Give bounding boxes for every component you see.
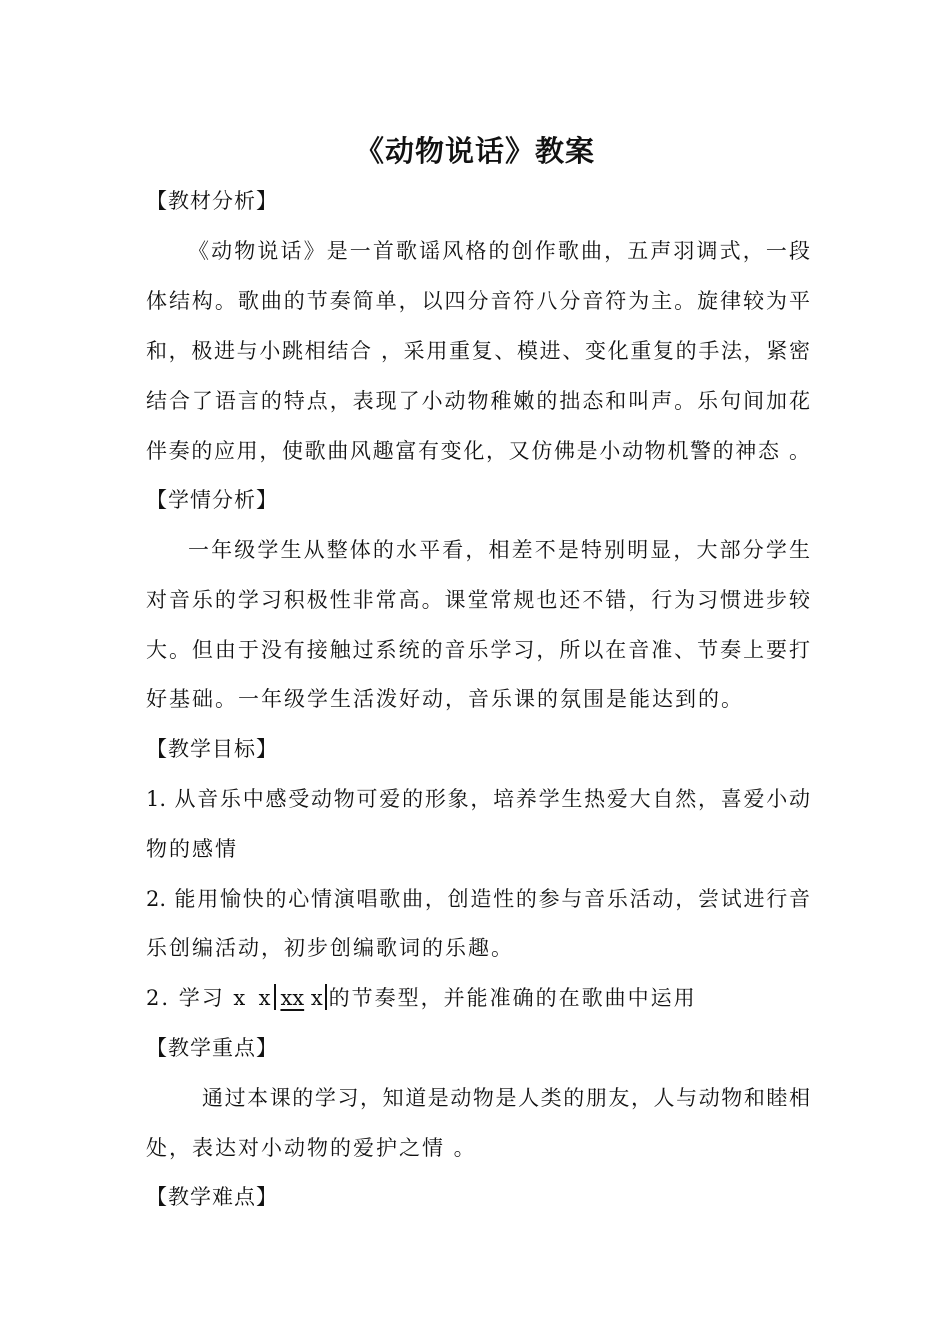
paragraph-line: 好基础。一年级学生活泼好动，音乐课的氛围是能达到的。 — [146, 687, 744, 711]
goal-item-rhythm — [146, 983, 810, 1013]
goal-item-line: 1. 从音乐中感受动物可爱的形象，培养学生热爱大自然，喜爱小动 — [146, 787, 810, 811]
rhythm-notes-a: x x — [233, 986, 271, 1010]
goal-item-line: 乐创编活动，初步创编歌词的乐趣。 — [146, 936, 514, 960]
section-heading-key-points: 【教学重点】 — [146, 1036, 278, 1060]
paragraph-line: 一年级学生从整体的水平看，相差不是特别明显，大部分学生 — [188, 538, 810, 562]
section-heading-goals: 【教学目标】 — [146, 737, 278, 761]
goal-item-line: 物的感情 — [146, 837, 238, 861]
bar-line — [274, 984, 276, 1010]
paragraph-line: 处，表达对小动物的爱护之情 。 — [146, 1136, 477, 1160]
rhythm-notes-c: x — [310, 986, 323, 1010]
section-heading-students: 【学情分析】 — [146, 488, 278, 512]
section-heading-difficulties: 【教学难点】 — [146, 1185, 278, 1209]
rhythm-notes-b: xx — [280, 986, 305, 1010]
bar-line — [325, 984, 327, 1010]
paragraph-line: 伴奏的应用，使歌曲风趣富有变化，又仿佛是小动物机警的神态 。 — [146, 439, 810, 463]
paragraph-line: 结合了语言的特点，表现了小动物稚嫩的拙态和叫声。乐句间加花 — [146, 389, 810, 413]
paragraph-line: 体结构。歌曲的节奏简单，以四分音符八分音符为主。旋律较为平 — [146, 289, 810, 313]
paragraph-line: 《动物说话》是一首歌谣风格的创作歌曲，五声羽调式，一段 — [188, 239, 810, 263]
rhythm-prefix: 2. 学习 — [146, 986, 225, 1010]
rhythm-suffix: 的节奏型，并能准确的在歌曲中运用 — [328, 986, 697, 1010]
section-heading-material: 【教材分析】 — [146, 189, 278, 213]
paragraph-line: 大。但由于没有接触过系统的音乐学习，所以在音准、节奏上要打 — [146, 638, 810, 662]
paragraph-line: 对音乐的学习积极性非常高。课堂常规也还不错，行为习惯进步较 — [146, 588, 810, 612]
paragraph-line: 通过本课的学习，知道是动物是人类的朋友，人与动物和睦相 — [202, 1086, 810, 1110]
document-title: 《动物说话》教案 — [354, 134, 595, 168]
goal-item-line: 2. 能用愉快的心情演唱歌曲，创造性的参与音乐活动，尝试进行音 — [146, 887, 810, 911]
rhythm-notation — [233, 986, 328, 1010]
paragraph-line: 和，极进与小跳相结合 ，采用重复、模进、变化重复的手法，紧密 — [146, 339, 810, 363]
